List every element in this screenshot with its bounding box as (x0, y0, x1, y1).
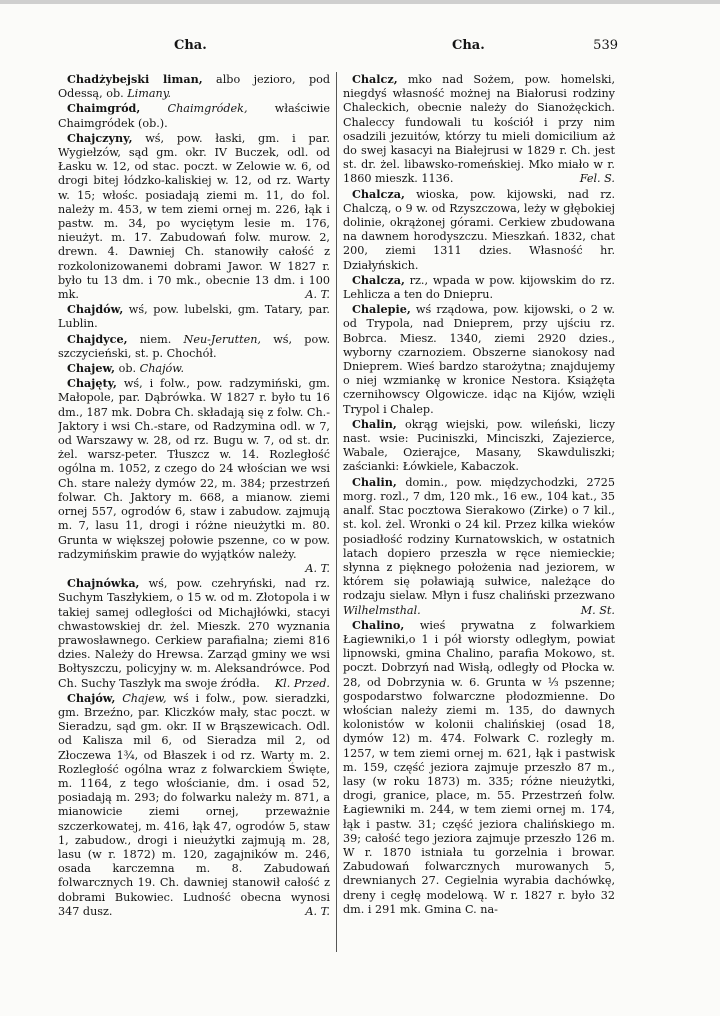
entry-italic: Chajów. (139, 362, 185, 376)
entry-signature: A. T. (305, 561, 330, 575)
dictionary-entry (58, 332, 330, 361)
entry-text: wś, i folw., pow. radzymiński, gm. Małopole, par. Dąbrówka. W 1827 r. było tu 16 dm., 187 mk. Dobra Ch. składają się z folw. Ch.-Jaktory i wsi Ch.-stare, od Radzymina odl. w 7, od Warszawy w. 28, od rz. Bugu w. 7, od st. dr. żel. warsz-peter. Tłuszcz w. 14. Rozległość ogólna m. 1052, z czego do 24 włościan we wsi Ch. stare należy dymów 22, m. 384; przestrzeń folwar. Ch. Jaktory m. 668, a mianow. ziemi ornej 557, ogrodów 6, staw i zabudow. zajmują m. 7, lasu 11, drogi i różne nieużytki m. 80. Grunta w większej połowie pszenne, co w pow. radzymińskim prawie do wyjątków należy. (58, 377, 330, 561)
dictionary-entry (343, 72, 615, 187)
running-head-left: Cha. (174, 38, 207, 53)
dictionary-entry (58, 101, 330, 130)
entry-headword: Chalcza, (352, 186, 405, 201)
entry-headword: Chalin, (352, 474, 397, 489)
entry-signature: Kl. Przed. (274, 676, 330, 690)
entry-text-tail: wś, pow. szczycieński, st. p. Chochół. (58, 332, 330, 360)
dictionary-entry (343, 273, 615, 302)
entry-italic: Wilhelmsthal. (343, 603, 421, 617)
entry-text: wś, pow. czehryński, nad rz. Suchym Taszłykiem, o 15 w. od m. Złotopola i w takiej samej odległości od Michajłówki, stacyi chwastowskiej dr. żel. Mieszk. 270 wyznania prawosławnego. Cerkiew parafialna; ziemi 816 dzies. Należy do Hrewsa. Zarząd gminy we wsi Bołtyszczu, policyjny w. m. Aleksandrówce. Pod Ch. Suchy Taszłyk ma swoje źródła. (58, 577, 330, 690)
dictionary-entry (58, 72, 330, 101)
dictionary-entry (58, 131, 330, 302)
right-column (343, 72, 615, 977)
top-rule (0, 0, 720, 4)
entry-text (140, 102, 167, 115)
entry-signature: M. St. (580, 603, 615, 617)
dictionary-entry (343, 618, 615, 917)
left-column (58, 72, 330, 977)
entry-headword: Chaimgród, (67, 101, 141, 116)
entry-text: wś, pow. łaski, gm. i par. Wygiełzów, sąd gm. okr. IV Buczek, odl. od Łasku w. 12, od stac. poczt. w Zelowie w. 6, od drogi bitej łódzko-kaliskiej w. 12, od rz. Warty w. 15; włośc. posiadają ziemi m. 11, do fol. należy m. 453, w tem ziemi ornej m. 226, łąk i pastw. m. 34, po wyciętym lesie m. 176, nieużyt. m. 17. Zabudowań folw. murow. 2, drewn. 4. Dawniej Ch. stanowiły całość z rozkolonizowanemi dobrami Jawor. W 1827 r. było tu 13 dm. i 70 mk., obecnie 13 dm. i 100 mk. (58, 131, 330, 302)
entry-headword: Chajnówka, (67, 576, 140, 591)
entry-headword: Chajczyny, (67, 130, 133, 145)
entry-headword: Chalcza, (352, 272, 405, 287)
entry-headword: Chajdów, (67, 302, 124, 317)
entry-italic: Limany. (127, 87, 172, 101)
entry-headword: Chalin, (352, 416, 397, 431)
entry-signature: A. T. (305, 904, 330, 918)
dictionary-entry (58, 376, 330, 576)
entry-headword: Chajew, (67, 361, 116, 376)
entry-text: wś, pow. lubelski, gm. Tatary, par. Lublin. (58, 303, 330, 331)
entry-text: mko nad Sożem, pow. homelski, niegdyś własność możnej na Białorusi rodziny Chaleckich, obecnie należy do Sianożęckich. Chaleccy fundowali tu kościół i przy nim osadzili jezuitów, którzy tu mieli domicilium aż do swej kasacyi na Białejrusi w 1829 r. Ch. jest st. dr. żel. libawsko-romeńskiej. Mko miało w r. 1860 mieszk. 1136. (343, 73, 615, 186)
running-head-right: Cha. (452, 38, 485, 53)
page-number: 539 (593, 38, 618, 53)
entry-signature: A. T. (305, 288, 330, 302)
entry-headword: Chajdyce, (67, 331, 128, 346)
dictionary-entry (58, 691, 330, 919)
entry-italic: Chaimgródek, (167, 102, 248, 116)
dictionary-entry (58, 361, 330, 376)
page-header (58, 38, 618, 58)
entry-text: okrąg wiejski, pow. wileński, liczy nast. wsie: Puciniszki, Minciszki, Zajezierce, Wabale, Ozierajce, Masany, Skawduliszki; zaścianki: Łówkiele, Kabaczok. (343, 417, 615, 474)
entry-text: wieś prywatna z folwarkiem Łagiewniki,o 1 i pół wiorsty odległym, powiat lipnowski, gmina Chalino, parafia Mokowo, st. poczt. Dobrzyń nad Wisłą, odległy od Płocka w. 28, od Dobrzynia w. 6. Grunta w ⅓ pszenne; gospodarstwo folwarczne płodozmienne. Do włościan należy ziemi m. 135, do dawnych kolonistów w kolonii chalińskiej (osad 18, dymów 12) m. 474. Folwark C. rozległy m. 1257, w tem ziemi ornej m. 621, łąk i pastwisk m. 159, część jeziora zajmuje przeszło 87 m., lasy (w roku 1873) m. 335; różne nieużytki, drogi, granice, place, m. 55. Przestrzeń folw. Łagiewniki m. 244, w tem ziemi ornej m. 174, łąk i pastw. 31; część jeziora chalińskiego m. 39; całość tego jeziora zajmuje przeszło 126 m. W r. 1870 istniała tu gorzelnia i browar. Zabudowań folwarcznych murowanych 5, drewnianych 27. Cegielnia wyrabia dachówkę, dreny i cegłę modelową. W r. 1827 r. było 32 dm. i 291 mk. Gmina C. na- (343, 618, 615, 916)
dictionary-entry (343, 187, 615, 273)
entry-text: wś rządowa, pow. kijowski, o 2 w. od Trypola, nad Dnieprem, przy ujściu rz. Bobrca. Miesz. 1340, ziemi 2920 dzies., wyborny czarnoziem. Obszerne sianokosy nad Dnieprem. Wieś bardzo starożytna; znajdujemy o niej wzmiankę w kronice Nestora. Książęta czernihowscy Olgowicze. idąc na Kijów, wzięli Trypol i Chalep. (343, 303, 615, 416)
dictionary-entry (58, 302, 330, 331)
entry-headword: Chalino, (352, 617, 405, 632)
dictionary-entry (343, 417, 615, 475)
dictionary-entry (343, 475, 615, 618)
entry-headword: Chajów, (67, 690, 116, 705)
entry-headword: Chalepie, (352, 302, 411, 317)
column-divider (336, 72, 337, 952)
entry-headword: Chajęty, (67, 376, 117, 391)
entry-signature: Fel. S. (579, 172, 615, 186)
entry-italic: Chajew, (122, 691, 167, 705)
entry-italic: Neu-Jerutten, (183, 332, 261, 346)
entry-text: wioska, pow. kijowski, nad rz. Chalczą, o 9 w. od Rzyszczowa, leży w głębokiej dolinie, okrążonej górami. Cerkiew zbudowana na dawnem horodyszczu. Mieszkań. 1832, chat 200, ziemi 1311 dzies. Własność hr. Działyńskich. (343, 187, 615, 272)
entry-headword: Chadżybejski liman, (67, 72, 203, 86)
entry-text: albo jezioro, pod Odessą, ob. (58, 73, 330, 101)
dictionary-entry (343, 302, 615, 417)
entry-text: rz., wpada w pow. kijowskim do rz. Lehlicza a ten do Dniepru. (343, 273, 615, 302)
entry-text: niem. (127, 332, 184, 346)
entry-text: ob. (115, 362, 140, 376)
dictionary-entry (58, 576, 330, 691)
entry-text: domin., pow. międzychodzki, 2725 morg. rozl., 7 dm, 120 mk., 16 ew., 104 kat., 35 analf. Stac pocztowa Sierakowo (Zirke) o 7 kil., st. kol. żel. Wronki o 24 kil. Przez kilka wieków posiadłość rodziny Kurnatowskich, w ostatnich latach dopiero przeszła w ręce niemieckie; słynna z pięknego położenia nad jeziorem, w którem się poławiają sułwice, należące do rodzaju sielaw. Młyn i fusz chaliński przezwano (343, 475, 615, 603)
entry-text-tail: właściwie Chaimgródek (ob.). (58, 102, 330, 130)
entry-text-tail: wś i folw., pow. sieradzki, gm. Brzeźno, par. Kliczków mały, stac poczt. w Sieradzu, sąd gm. okr. II w Brąszewicach. Odl. od Kalisza mil 6, od Sieradza mil 2, od Złoczewa 1¾, od Błaszek i od rz. Warty m. 2. Rozległość ogólna wraz z folwarckiem Święte, m. 1164, z tego włościanie, dm. i osad 52, posiadają m. 293; do folwarku należy m. 871, a mianowicie ziemi ornej, przeważnie szczerkowatej, m. 416, łąk 47, ogrodów 5, staw 1, zabudow., drogi i nieużytki zajmują m. 28, lasu (w r. 1872) m. 120, zagajników m. 246, osada karczemna m. 8. Zabudowań folwarcznych 19. Ch. dawniej stanowił całość z dobrami Bukowiec. Ludność obecna wynosi 347 dusz. (58, 691, 330, 918)
entry-headword: Chalcz, (352, 72, 398, 86)
